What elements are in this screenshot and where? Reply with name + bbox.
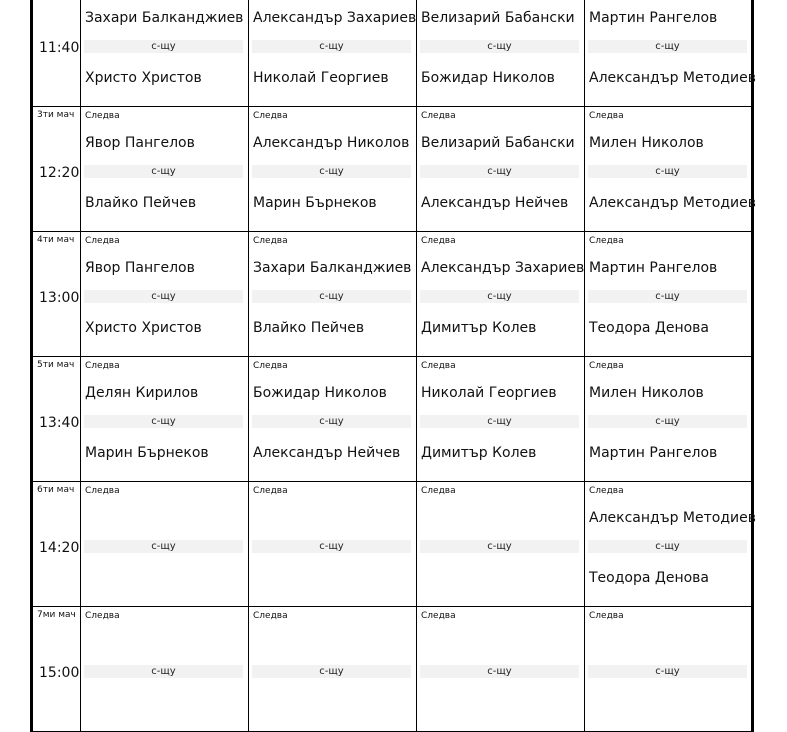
match-cell [584,357,752,481]
player-b: Теодора Денова [589,320,709,336]
next-label: Следва [421,236,456,246]
next-label: Следва [85,486,120,496]
match-cell [416,607,584,731]
versus-label: с-щу [588,665,747,678]
next-label: Следва [253,236,288,246]
versus-label: с-щу [420,290,579,303]
player-b: Александър Методиев [589,70,756,86]
versus-label: с-щу [252,290,411,303]
player-a: Божидар Николов [253,385,387,401]
match-cell [248,0,416,106]
match-cell [80,607,248,731]
player-a: Милен Николов [589,135,704,151]
player-b: Димитър Колев [421,445,537,461]
match-cell [416,357,584,481]
player-b: Христо Христов [85,320,202,336]
round-label: 4ти мач [37,235,75,245]
next-label: Следва [85,361,120,371]
player-b: Марин Бърнеков [85,445,209,461]
versus-label: с-щу [84,540,243,553]
round-row [33,482,756,607]
versus-label: с-щу [84,415,243,428]
next-label: Следва [421,111,456,121]
player-a: Велизарий Бабански [421,10,575,26]
match-cell [416,482,584,606]
round-row [33,232,751,357]
match-cell [584,232,752,356]
next-label: Следва [253,611,288,621]
next-label: Следва [589,611,624,621]
match-cell [248,232,416,356]
match-cell [80,0,248,106]
round-label: 3ти мач [37,110,75,120]
player-a: Явор Пангелов [85,260,195,276]
player-a: Александър Методиев [589,510,756,526]
match-cell [248,357,416,481]
round-time: 13:00 [39,290,80,306]
player-b: Христо Христов [85,70,202,86]
versus-label: с-щу [252,665,411,678]
schedule-table [30,0,754,732]
next-label: Следва [85,611,120,621]
next-label: Следва [421,361,456,371]
next-label: Следва [421,486,456,496]
player-b: Марин Бърнеков [253,195,377,211]
player-b: Димитър Колев [421,320,537,336]
match-cell [584,482,756,606]
next-label: Следва [85,236,120,246]
match-cell [80,357,248,481]
round-time: 15:00 [39,665,80,681]
player-a: Александър Захариев [421,260,585,276]
versus-label: с-щу [420,40,579,53]
round-row [33,357,751,482]
versus-label: с-щу [420,665,579,678]
versus-label: с-щу [84,290,243,303]
versus-label: с-щу [588,290,747,303]
round-row [33,107,756,232]
match-cell [584,607,752,731]
player-a: Захари Балканджиев [253,260,412,276]
match-cell [416,0,584,106]
match-cell [80,232,248,356]
player-a: Николай Георгиев [421,385,557,401]
next-label: Следва [253,486,288,496]
player-a: Явор Пангелов [85,135,195,151]
player-b: Божидар Николов [421,70,555,86]
player-a: Велизарий Бабански [421,135,575,151]
match-cell [584,107,756,231]
player-b: Николай Георгиев [253,70,389,86]
versus-label: с-щу [84,665,243,678]
versus-label: с-щу [252,540,411,553]
player-b: Влайко Пейчев [253,320,365,336]
player-a: Мартин Рангелов [589,10,718,26]
next-label: Следва [589,361,624,371]
next-label: Следва [589,111,624,121]
player-b: Влайко Пейчев [85,195,197,211]
next-label: Следва [421,611,456,621]
player-b: Александър Методиев [589,195,756,211]
next-label: Следва [253,361,288,371]
player-b: Мартин Рангелов [589,445,718,461]
versus-label: с-щу [252,40,411,53]
versus-label: с-щу [252,165,411,178]
round-time: 14:20 [39,540,80,556]
next-label: Следва [589,236,624,246]
player-a: Милен Николов [589,385,704,401]
next-label: Следва [253,111,288,121]
player-a: Делян Кирилов [85,385,199,401]
round-time: 13:40 [39,415,80,431]
versus-label: с-щу [84,165,243,178]
player-a: Мартин Рангелов [589,260,718,276]
match-cell [416,232,584,356]
round-time: 11:40 [39,40,80,56]
versus-label: с-щу [252,415,411,428]
versus-label: с-щу [420,165,579,178]
player-a: Александър Николов [253,135,410,151]
versus-label: с-щу [420,415,579,428]
round-label: 6ти мач [37,485,75,495]
versus-label: с-щу [588,415,747,428]
round-label: 5ти мач [37,360,75,370]
player-a: Александър Захариев [253,10,417,26]
round-label: 7ми мач [37,610,76,620]
player-b: Теодора Денова [589,570,709,586]
versus-label: с-щу [420,540,579,553]
match-cell [80,107,248,231]
match-cell [80,482,248,606]
match-cell [248,482,416,606]
next-label: Следва [589,486,624,496]
versus-label: с-щу [588,40,747,53]
match-cell [248,107,416,231]
versus-label: с-щу [84,40,243,53]
match-cell [584,0,756,106]
versus-label: с-щу [588,165,747,178]
round-time: 12:20 [39,165,80,181]
player-b: Александър Нейчев [253,445,401,461]
round-row [33,607,751,732]
versus-label: с-щу [588,540,747,553]
round-row [33,0,756,107]
match-cell [248,607,416,731]
player-a: Захари Балканджиев [85,10,244,26]
player-b: Александър Нейчев [421,195,569,211]
match-cell [416,107,584,231]
next-label: Следва [85,111,120,121]
